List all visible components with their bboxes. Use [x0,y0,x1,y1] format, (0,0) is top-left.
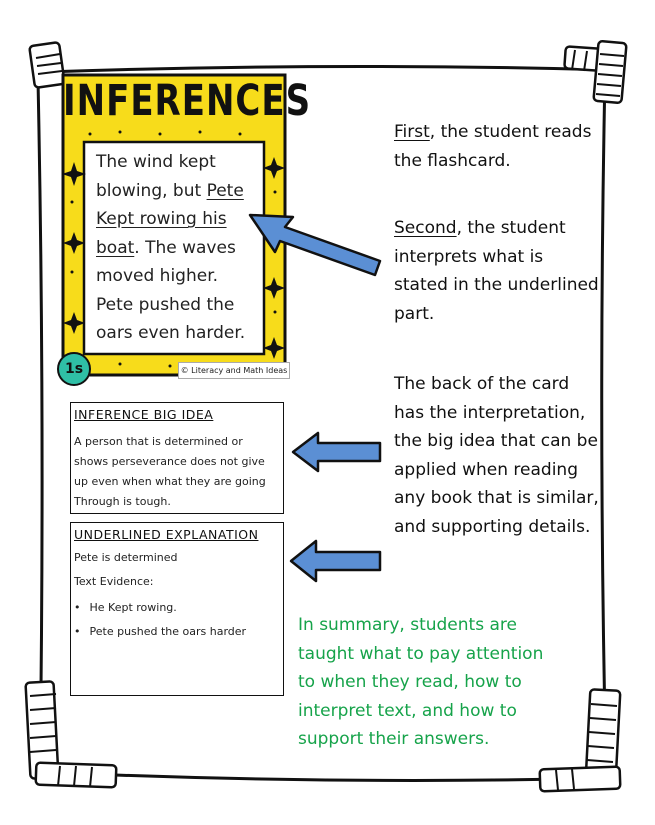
flashcard-title: INFERENCES [63,76,312,126]
step-back-of-card: The back of the card has the interpretation, the big idea that can be applied when reading any book that is similar, and supporting details. [394,374,599,537]
list-item: • Pete pushed the oars harder [74,620,283,644]
arrow-to-explanation-icon [288,538,385,584]
big-idea-box [70,402,284,514]
list-item: • He Kept rowing. [74,596,283,620]
explanation-title: UNDERLINED EXPLANATION [74,527,259,542]
explanation-box [70,522,284,696]
step-second: Second, the student interprets what is stated in the underlined part. [394,218,599,324]
arrow-to-flashcard-icon [245,205,385,285]
flashcard-text: The wind kept blowing, but Pete Kept rowing his boat. The waves moved higher. Pete pushed the oars even harder. [96,152,246,343]
big-idea-body: A person that is determined or shows perseverance does not give up even when what they are going Through is tough. [74,435,266,508]
explanation-line: Pete is determined [74,551,178,564]
big-idea-title: INFERENCE BIG IDEA [74,407,214,422]
step-first: First, the student reads the flashcard. [394,122,592,171]
text-evidence-label: Text Evidence: [74,575,154,588]
evidence-list [74,596,283,644]
underlined-phrase: Pete Kept rowing his boat [96,180,244,258]
arrow-to-big-idea-icon [290,430,385,474]
copyright-label: © Literacy and Math Ideas [178,362,290,379]
card-number-badge: 1s [57,352,91,386]
summary-text: In summary, students are taught what to pay attention to when they read, how to interpret text, and how to support their answers. [298,615,544,749]
